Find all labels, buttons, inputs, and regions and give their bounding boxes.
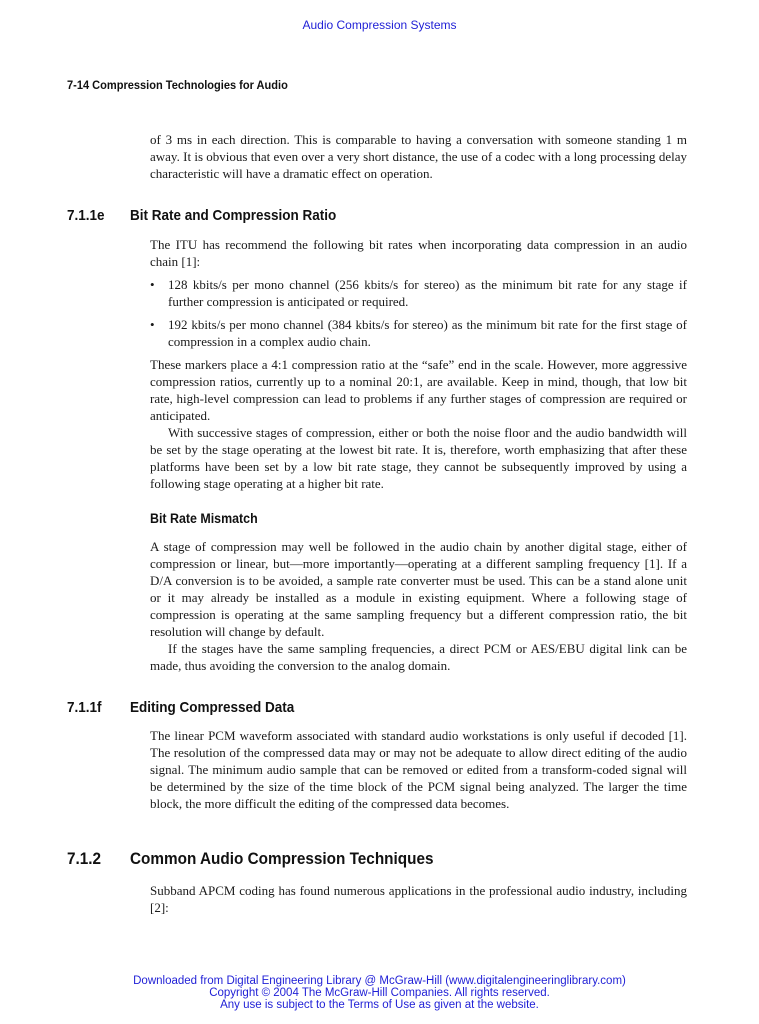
bullet-symbol: •	[150, 277, 155, 292]
bullet-text: 128 kbits/s per mono channel (256 kbits/s for stereo) as the minimum bit rate for any stage if further compression is anticipated or required.	[168, 277, 687, 309]
intro-paragraph: of 3 ms in each direction. This is comparable to having a conversation with someone standing 1 m away. It is obvious that even over a very short distance, the use of a codec with a long processing delay characteristic will have a dramatic effect on operation.	[150, 132, 687, 181]
section-heading-712	[67, 849, 433, 869]
section-number: 7.1.1f	[67, 699, 102, 716]
subsection-mismatch-body	[150, 538, 687, 674]
bullet-text: 192 kbits/s per mono channel (384 kbits/s for stereo) as the minimum bit rate for the first stage of compression in a complex audio chain.	[168, 317, 687, 349]
body-paragraph: Subband APCM coding has found numerous applications in the professional audio industry, including [2]:	[150, 883, 687, 915]
bullet-item	[150, 276, 687, 310]
section-heading-711e	[67, 207, 336, 224]
section-title: Common Audio Compression Techniques	[130, 849, 434, 868]
section-title: Bit Rate and Compression Ratio	[130, 207, 337, 224]
body-paragraph: These markers place a 4:1 compression ratio at the “safe” end in the scale. However, more aggressive compression ratios, currently up to a nominal 20:1, are available. Keep in mind, though, that low bit rate, high-level compression can lead to problems if any further stages of compression are required or anticipated.	[150, 357, 687, 423]
footer-terms-link[interactable]: Any use is subject to the Terms of Use as given at the website.	[220, 999, 539, 1011]
section-number: 7.1.2	[67, 849, 102, 868]
running-head: 7-14 Compression Technologies for Audio	[67, 78, 288, 92]
section-title: Editing Compressed Data	[130, 699, 295, 716]
footer	[0, 975, 759, 1011]
intro-paragraph-block	[150, 131, 687, 182]
body-paragraph: The linear PCM waveform associated with standard audio workstations is only useful if decoded [1]. The resolution of the compressed data may or may not be adequate to allow direct editing of the audio signal. The minimum audio sample that can be removed or edited from a transform-coded signal will be determined by the size of the time block of the PCM signal being analyzed. The larger the time block, the more difficult the editing of the compressed data becomes.	[150, 728, 687, 811]
section-number: 7.1.1e	[67, 207, 105, 224]
section-712-body	[150, 882, 687, 916]
section-711f-body	[150, 727, 687, 812]
bullet-symbol: •	[150, 317, 155, 332]
footer-download-link[interactable]: Downloaded from Digital Engineering Library @ McGraw-Hill (www.digitalengineeringlibrary.com)	[133, 975, 626, 987]
footer-copyright: Copyright © 2004 The McGraw-Hill Companies. All rights reserved.	[209, 987, 550, 999]
top-title-link[interactable]: Audio Compression Systems	[302, 18, 457, 32]
bullet-item	[150, 316, 687, 350]
section-711e-body	[150, 236, 687, 492]
section-lead-paragraph: The ITU has recommend the following bit rates when incorporating data compression in an audio chain [1]:	[150, 237, 687, 269]
body-paragraph: A stage of compression may well be followed in the audio chain by another digital stage, either of compression or linear, but—more importantly—operating at a different sampling frequency [1]. If a D/A conversion is to be avoided, a sample rate converter must be used. This can be a stand alone unit or it may already be installed as a module in existing equipment. Where a following stage of compression is operating at the same sampling frequency but a different compression ratio, the bit resolution will change by default.	[150, 539, 687, 639]
body-paragraph: If the stages have the same sampling frequencies, a direct PCM or AES/EBU digital link can be made, thus avoiding the conversion to the analog domain.	[150, 641, 687, 673]
subsection-heading-bit-rate-mismatch: Bit Rate Mismatch	[150, 511, 258, 526]
section-heading-711f	[67, 699, 294, 716]
body-paragraph: With successive stages of compression, either or both the noise floor and the audio bandwidth will be set by the stage operating at the lowest bit rate. It is, therefore, worth emphasizing that after these platforms have been set by a low bit rate stage, they cannot be subsequently improved by using a following stage operating at a higher bit rate.	[150, 425, 687, 491]
